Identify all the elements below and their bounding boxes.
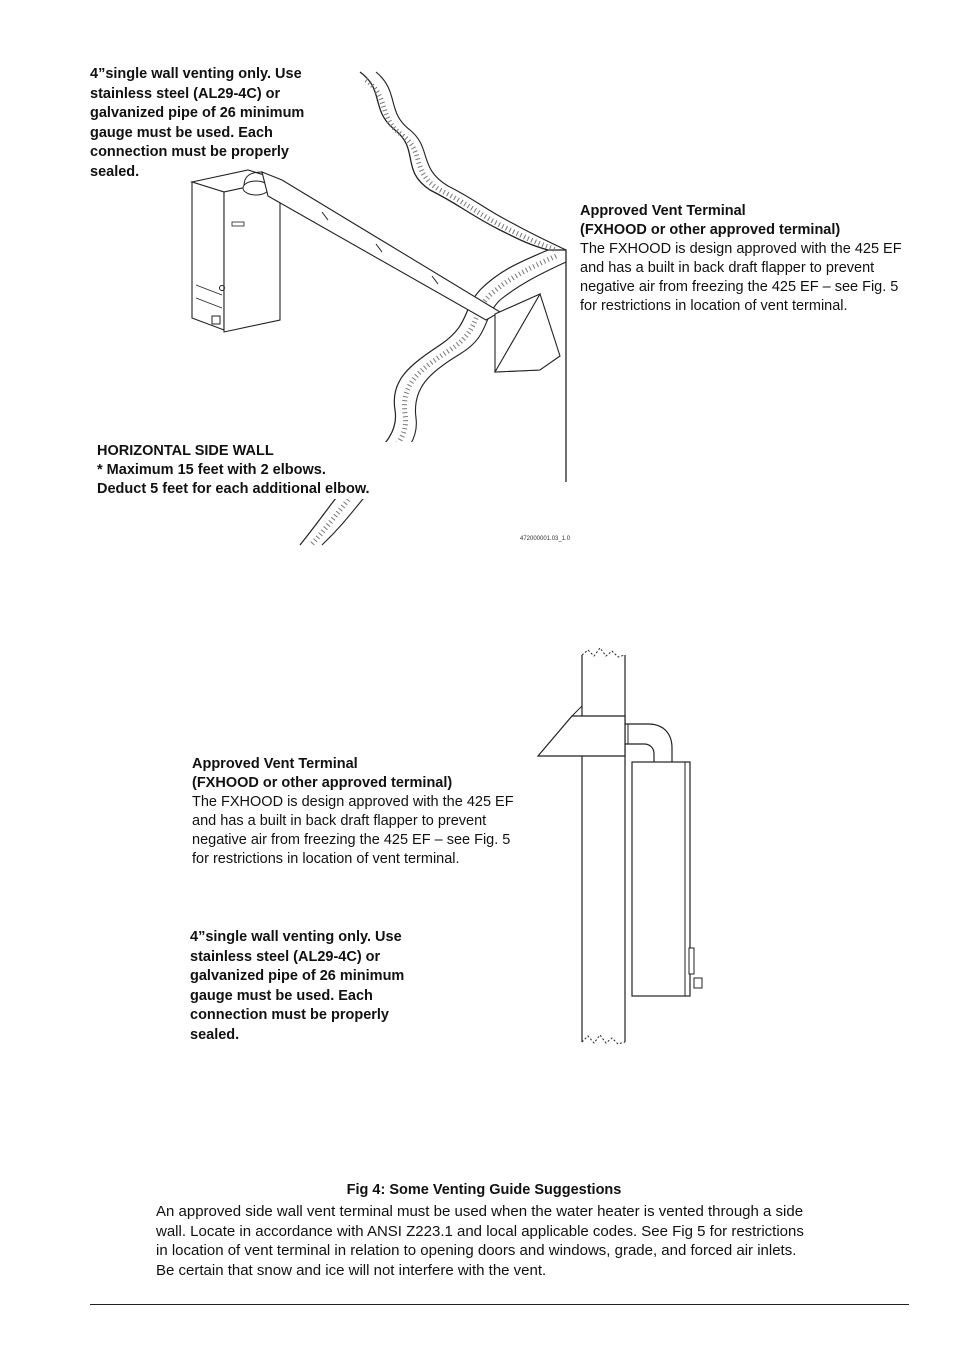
bottom-terminal-title-1: Approved Vent Terminal xyxy=(192,756,358,772)
vent-hood-side xyxy=(538,706,625,756)
bottom-terminal-callout xyxy=(192,755,522,869)
top-terminal-title-1: Approved Vent Terminal xyxy=(580,203,746,219)
top-terminal-title-2: (FXHOOD or other approved terminal) xyxy=(580,222,841,238)
vent-elbow xyxy=(625,724,672,762)
wall-section xyxy=(582,648,625,1044)
wall-heading: HORIZONTAL SIDE WALL xyxy=(97,443,274,459)
drawing-id: 472000001.03_1.0 xyxy=(520,536,571,542)
top-venting-note: 4”single wall venting only. Use stainless steel (AL29-4C) or galvanized pipe of 26 minimum gauge must be used. Each connection must be properly sealed. xyxy=(90,66,305,180)
water-heater-side xyxy=(632,762,702,996)
wall-line-1: * Maximum 15 feet with 2 elbows. xyxy=(97,462,326,478)
bottom-terminal-body: The FXHOOD is design approved with the 425 EF and has a built in back draft flapper to prevent negative air from freezing the 425 EF – see Fig. 5 for restrictions in location of vent terminal. xyxy=(192,794,514,867)
bottom-terminal-title-2: (FXHOOD or other approved terminal) xyxy=(192,775,453,791)
figure-caption-body: An approved side wall vent terminal must be used when the water heater is vented through a side wall. Locate in accordance with ANSI Z223.1 and local applicable codes. See Fig 5 for restrictions in location of vent terminal in relation to opening doors and windows, grade, and forced air inlets. Be certain that snow and ice will not interfere with the vent. xyxy=(156,1203,804,1279)
wall-line-2: Deduct 5 feet for each additional elbow. xyxy=(97,481,370,497)
bottom-venting-note: 4”single wall venting only. Use stainless steel (AL29-4C) or galvanized pipe of 26 minimum gauge must be used. Each connection must be properly sealed. xyxy=(190,929,405,1043)
top-terminal-body: The FXHOOD is design approved with the 425 EF and has a built in back draft flapper to prevent negative air from freezing the 425 EF – see Fig. 5 for restrictions in location of vent terminal. xyxy=(580,241,902,314)
footer-rule xyxy=(90,1304,909,1305)
figure-caption-title: Fig 4: Some Venting Guide Suggestions xyxy=(346,1182,622,1198)
